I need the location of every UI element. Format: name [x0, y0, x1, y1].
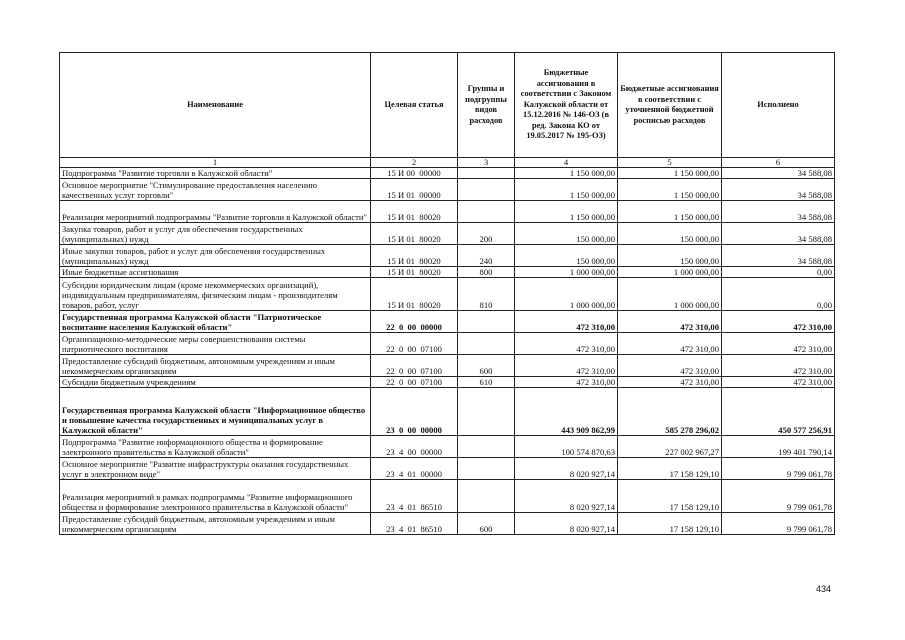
row-expense-group [458, 333, 515, 355]
row-expense-group [458, 388, 515, 436]
row-law-allocation: 8 020 927,14 [515, 480, 618, 513]
row-name: Субсидии юридическим лицам (кроме некоммерческих организаций), индивидуальным предпринимателям, физическим лицам - производителям товаров, работ, услуг [60, 278, 371, 311]
row-target-article: 22 0 00 07100 [371, 377, 458, 388]
row-target-article: 22 0 00 07100 [371, 355, 458, 377]
row-expense-group: 610 [458, 377, 515, 388]
row-name: Государственная программа Калужской области "Патриотическое воспитание населения Калужской области" [60, 311, 371, 333]
row-refined-allocation: 17 158 129,10 [618, 480, 722, 513]
row-executed: 9 799 061,78 [722, 458, 835, 480]
column-number: 3 [458, 158, 515, 168]
row-executed: 9 799 061,78 [722, 513, 835, 535]
row-target-article: 23 4 01 00000 [371, 458, 458, 480]
row-executed: 472 310,00 [722, 333, 835, 355]
row-refined-allocation: 1 150 000,00 [618, 201, 722, 223]
row-law-allocation: 1 000 000,00 [515, 267, 618, 278]
table-row [60, 278, 835, 311]
row-executed: 472 310,00 [722, 377, 835, 388]
row-target-article: 23 4 01 86510 [371, 480, 458, 513]
row-name: Предоставление субсидий бюджетным, автономным учреждениям и иным некоммерческим организациям [60, 355, 371, 377]
row-expense-group: 200 [458, 223, 515, 245]
column-number-row [60, 158, 835, 168]
row-expense-group: 800 [458, 267, 515, 278]
row-executed: 34 588,08 [722, 223, 835, 245]
row-refined-allocation: 17 158 129,10 [618, 458, 722, 480]
table-row [60, 458, 835, 480]
column-number: 4 [515, 158, 618, 168]
row-law-allocation: 100 574 870,63 [515, 436, 618, 458]
column-number: 5 [618, 158, 722, 168]
table-row [60, 388, 835, 436]
row-refined-allocation: 150 000,00 [618, 245, 722, 267]
table-row [60, 333, 835, 355]
row-expense-group [458, 179, 515, 201]
row-expense-group: 810 [458, 278, 515, 311]
header-row [60, 53, 835, 158]
row-executed: 472 310,00 [722, 355, 835, 377]
header-law-allocations: Бюджетные ассигнования в соответствии с Законом Калужской области от 15.12.2016 № 146-ОЗ (в ред. Закона КО от 19.05.2017 № 195-ОЗ) [515, 53, 618, 158]
row-executed: 9 799 061,78 [722, 480, 835, 513]
row-expense-group: 600 [458, 513, 515, 535]
header-name: Наименование [60, 53, 371, 158]
row-expense-group: 600 [458, 355, 515, 377]
row-executed: 34 588,08 [722, 201, 835, 223]
row-law-allocation: 1 000 000,00 [515, 278, 618, 311]
row-name: Субсидии бюджетным учреждениям [60, 377, 371, 388]
row-expense-group [458, 480, 515, 513]
row-law-allocation: 472 310,00 [515, 311, 618, 333]
table-row [60, 245, 835, 267]
table-row [60, 355, 835, 377]
row-name: Государственная программа Калужской области "Информационное общество и повышение качества государственных и муниципальных услуг в Калужской области" [60, 388, 371, 436]
row-expense-group [458, 168, 515, 179]
row-expense-group: 240 [458, 245, 515, 267]
row-executed: 0,00 [722, 267, 835, 278]
row-expense-group [458, 436, 515, 458]
row-target-article: 15 И 00 00000 [371, 168, 458, 179]
row-name: Организационно-методические меры совершенствования системы патриотического воспитания [60, 333, 371, 355]
table-row [60, 223, 835, 245]
row-name: Реализация мероприятий в рамках подпрограммы "Развитие информационного общества и формирование электронного правительства в Калужской области" [60, 480, 371, 513]
row-refined-allocation: 472 310,00 [618, 377, 722, 388]
budget-table [59, 52, 835, 535]
header-target-article: Целевая статья [371, 53, 458, 158]
row-executed: 34 588,08 [722, 179, 835, 201]
table-row [60, 377, 835, 388]
row-law-allocation: 150 000,00 [515, 223, 618, 245]
row-law-allocation: 8 020 927,14 [515, 513, 618, 535]
row-refined-allocation: 472 310,00 [618, 333, 722, 355]
row-refined-allocation: 472 310,00 [618, 355, 722, 377]
page-number: 434 [816, 584, 832, 594]
table-row [60, 201, 835, 223]
row-refined-allocation: 227 002 967,27 [618, 436, 722, 458]
row-executed: 450 577 256,91 [722, 388, 835, 436]
column-number: 2 [371, 158, 458, 168]
table-row [60, 480, 835, 513]
row-law-allocation: 1 150 000,00 [515, 168, 618, 179]
row-name: Иные закупки товаров, работ и услуг для обеспечения государственных (муниципальных) нужд [60, 245, 371, 267]
column-number: 6 [722, 158, 835, 168]
row-target-article: 15 И 01 80020 [371, 223, 458, 245]
table-row [60, 513, 835, 535]
row-executed: 199 401 790,14 [722, 436, 835, 458]
row-name: Иные бюджетные ассигнования [60, 267, 371, 278]
row-name: Основное мероприятие "Развитие инфраструктуры оказания государственных услуг в электронном виде" [60, 458, 371, 480]
row-law-allocation: 1 150 000,00 [515, 179, 618, 201]
row-executed: 34 588,08 [722, 168, 835, 179]
row-name: Предоставление субсидий бюджетным, автономным учреждениям и иным некоммерческим организациям [60, 513, 371, 535]
row-refined-allocation: 585 278 296,02 [618, 388, 722, 436]
row-target-article: 23 4 01 86510 [371, 513, 458, 535]
row-target-article: 23 4 00 00000 [371, 436, 458, 458]
row-law-allocation: 472 310,00 [515, 355, 618, 377]
row-target-article: 15 И 01 80020 [371, 245, 458, 267]
table-row [60, 311, 835, 333]
column-number: 1 [60, 158, 371, 168]
table-row [60, 179, 835, 201]
row-name: Подпрограмма "Развитие информационного общества и формирование электронного правительства в Калужской области" [60, 436, 371, 458]
row-refined-allocation: 150 000,00 [618, 223, 722, 245]
row-name: Реализация мероприятий подпрограммы "Развитие торговли в Калужской области" [60, 201, 371, 223]
row-refined-allocation: 1 000 000,00 [618, 278, 722, 311]
table-row [60, 267, 835, 278]
header-expense-groups: Группы и подгруппы видов расходов [458, 53, 515, 158]
row-law-allocation: 1 150 000,00 [515, 201, 618, 223]
row-law-allocation: 8 020 927,14 [515, 458, 618, 480]
table-row [60, 436, 835, 458]
header-executed: Исполнено [722, 53, 835, 158]
table-body [60, 168, 835, 535]
row-expense-group [458, 311, 515, 333]
row-law-allocation: 443 909 862,99 [515, 388, 618, 436]
row-refined-allocation: 1 000 000,00 [618, 267, 722, 278]
row-law-allocation: 472 310,00 [515, 333, 618, 355]
row-refined-allocation: 472 310,00 [618, 311, 722, 333]
row-name: Подпрограмма "Развитие торговли в Калужской области" [60, 168, 371, 179]
header-refined-allocations: Бюджетные ассигнования в соответствии с уточненной бюджетной росписью расходов [618, 53, 722, 158]
row-executed: 0,00 [722, 278, 835, 311]
row-name: Закупка товаров, работ и услуг для обеспечения государственных (муниципальных) нужд [60, 223, 371, 245]
row-executed: 34 588,08 [722, 245, 835, 267]
row-target-article: 23 0 00 00000 [371, 388, 458, 436]
row-target-article: 15 И 01 80020 [371, 267, 458, 278]
row-target-article: 22 0 00 00000 [371, 311, 458, 333]
row-target-article: 15 И 01 80020 [371, 201, 458, 223]
row-target-article: 15 И 01 80020 [371, 278, 458, 311]
row-refined-allocation: 1 150 000,00 [618, 179, 722, 201]
row-law-allocation: 150 000,00 [515, 245, 618, 267]
row-target-article: 15 И 01 00000 [371, 179, 458, 201]
row-refined-allocation: 17 158 129,10 [618, 513, 722, 535]
row-refined-allocation: 1 150 000,00 [618, 168, 722, 179]
row-expense-group [458, 201, 515, 223]
row-name: Основное мероприятие "Стимулирование предоставления населению качественных услуг торговли" [60, 179, 371, 201]
row-law-allocation: 472 310,00 [515, 377, 618, 388]
row-executed: 472 310,00 [722, 311, 835, 333]
table-row [60, 168, 835, 179]
row-target-article: 22 0 00 07100 [371, 333, 458, 355]
row-expense-group [458, 458, 515, 480]
